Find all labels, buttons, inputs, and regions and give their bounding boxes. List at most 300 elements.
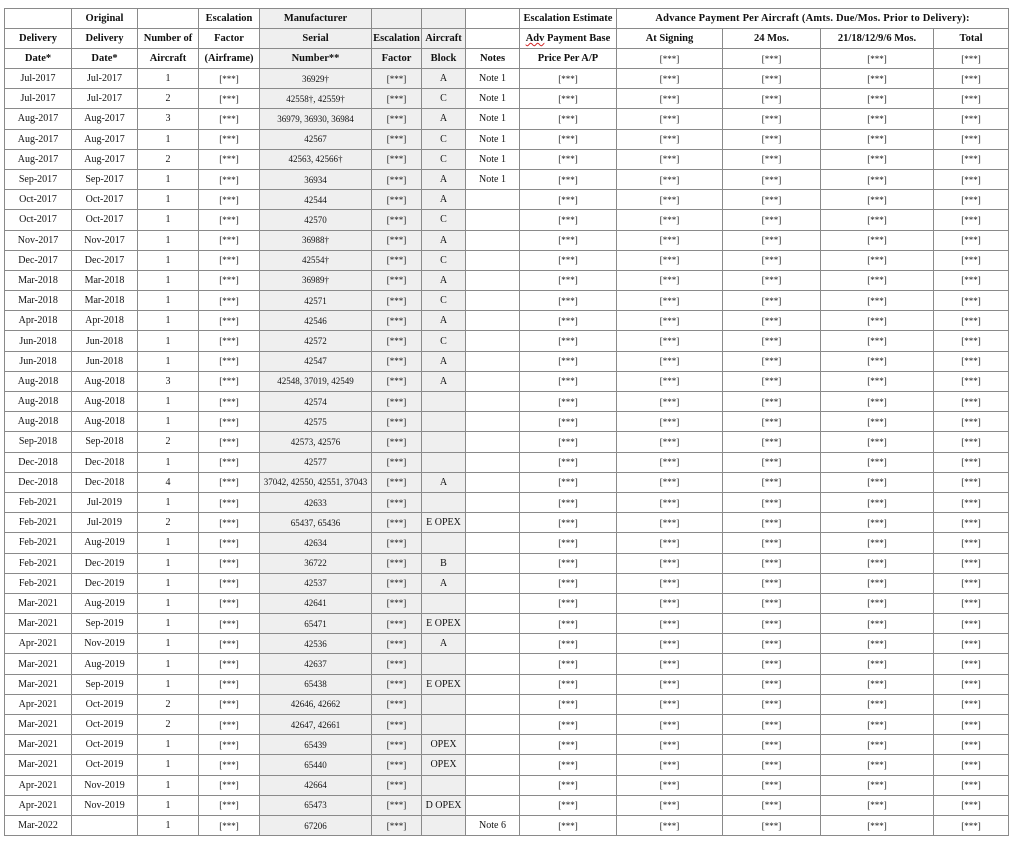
table-row <box>5 735 1009 755</box>
header-escalation-estimate: Escalation Estimate <box>520 9 617 29</box>
cell-at-signing: [***] <box>617 513 723 533</box>
cell-original-delivery-date: Apr-2018 <box>72 311 138 331</box>
header-aircraft: Aircraft <box>422 29 466 49</box>
cell-number-of-aircraft: 1 <box>138 210 199 230</box>
table-row <box>5 472 1009 492</box>
cell-notes <box>466 795 520 815</box>
table-body <box>5 69 1009 836</box>
cell-at-signing: [***] <box>617 533 723 553</box>
cell-21-18-12-9-6-mos: [***] <box>821 169 934 189</box>
cell-at-signing: [***] <box>617 169 723 189</box>
cell-at-signing: [***] <box>617 311 723 331</box>
cell-delivery-date: Jul-2017 <box>5 69 72 89</box>
cell-adv-payment-base-price: [***] <box>520 210 617 230</box>
cell-escalation-factor-airframe: [***] <box>199 149 260 169</box>
cell-escalation-factor: [***] <box>372 553 422 573</box>
cell-24-mos: [***] <box>723 230 821 250</box>
cell-aircraft-block: A <box>422 190 466 210</box>
cell-number-of-aircraft: 1 <box>138 351 199 371</box>
cell-escalation-factor: [***] <box>372 311 422 331</box>
header-block: Block <box>422 49 466 69</box>
cell-total: [***] <box>934 371 1009 391</box>
cell-total: [***] <box>934 795 1009 815</box>
header-notes: Notes <box>466 49 520 69</box>
cell-notes <box>466 371 520 391</box>
cell-total: [***] <box>934 89 1009 109</box>
cell-serial-number: 65473 <box>260 795 372 815</box>
cell-serial-number: 65437, 65436 <box>260 513 372 533</box>
table-row <box>5 573 1009 593</box>
cell-number-of-aircraft: 3 <box>138 371 199 391</box>
cell-21-18-12-9-6-mos: [***] <box>821 634 934 654</box>
cell-escalation-factor-airframe: [***] <box>199 715 260 735</box>
cell-escalation-factor: [***] <box>372 815 422 835</box>
cell-serial-number: 42554† <box>260 250 372 270</box>
cell-adv-payment-base-price: [***] <box>520 230 617 250</box>
cell-escalation-factor-airframe: [***] <box>199 634 260 654</box>
cell-number-of-aircraft: 2 <box>138 694 199 714</box>
cell-number-of-aircraft: 1 <box>138 230 199 250</box>
cell-delivery-date: Jun-2018 <box>5 331 72 351</box>
cell-adv-payment-base-price: [***] <box>520 69 617 89</box>
cell-21-18-12-9-6-mos: [***] <box>821 755 934 775</box>
cell-adv-payment-base-price: [***] <box>520 815 617 835</box>
delivery-schedule-table <box>4 8 1009 836</box>
cell-24-mos: [***] <box>723 593 821 613</box>
cell-notes: Note 6 <box>466 815 520 835</box>
cell-21-18-12-9-6-mos: [***] <box>821 815 934 835</box>
cell-at-signing: [***] <box>617 735 723 755</box>
cell-24-mos: [***] <box>723 694 821 714</box>
header-21-mos-value: [***] <box>821 49 934 69</box>
cell-serial-number: 42544 <box>260 190 372 210</box>
cell-escalation-factor-airframe: [***] <box>199 755 260 775</box>
cell-aircraft-block: A <box>422 573 466 593</box>
cell-at-signing: [***] <box>617 190 723 210</box>
cell-delivery-date: Mar-2021 <box>5 674 72 694</box>
cell-escalation-factor: [***] <box>372 69 422 89</box>
cell-24-mos: [***] <box>723 69 821 89</box>
cell-escalation-factor-airframe: [***] <box>199 392 260 412</box>
cell-delivery-date: Jun-2018 <box>5 351 72 371</box>
cell-total: [***] <box>934 533 1009 553</box>
cell-at-signing: [***] <box>617 593 723 613</box>
cell-at-signing: [***] <box>617 270 723 290</box>
cell-escalation-factor: [***] <box>372 412 422 432</box>
cell-serial-number: 36988† <box>260 230 372 250</box>
table-row <box>5 412 1009 432</box>
cell-escalation-factor: [***] <box>372 715 422 735</box>
cell-total: [***] <box>934 129 1009 149</box>
cell-21-18-12-9-6-mos: [***] <box>821 795 934 815</box>
cell-notes <box>466 472 520 492</box>
cell-original-delivery-date: Oct-2019 <box>72 755 138 775</box>
cell-escalation-factor: [***] <box>372 452 422 472</box>
header-number: Number** <box>260 49 372 69</box>
table-row <box>5 593 1009 613</box>
cell-24-mos: [***] <box>723 109 821 129</box>
cell-adv-payment-base-price: [***] <box>520 311 617 331</box>
cell-24-mos: [***] <box>723 210 821 230</box>
cell-total: [***] <box>934 190 1009 210</box>
cell-delivery-date: Mar-2021 <box>5 654 72 674</box>
table-row <box>5 291 1009 311</box>
cell-number-of-aircraft: 2 <box>138 715 199 735</box>
cell-24-mos: [***] <box>723 452 821 472</box>
cell-delivery-date: Mar-2022 <box>5 815 72 835</box>
cell-original-delivery-date: Aug-2018 <box>72 371 138 391</box>
cell-original-delivery-date: Nov-2019 <box>72 795 138 815</box>
cell-aircraft-block: A <box>422 230 466 250</box>
cell-adv-payment-base-price: [***] <box>520 513 617 533</box>
cell-serial-number: 42577 <box>260 452 372 472</box>
cell-21-18-12-9-6-mos: [***] <box>821 351 934 371</box>
cell-adv-payment-base-price: [***] <box>520 573 617 593</box>
cell-at-signing: [***] <box>617 331 723 351</box>
cell-notes <box>466 392 520 412</box>
cell-24-mos: [***] <box>723 89 821 109</box>
cell-adv-payment-base-price: [***] <box>520 755 617 775</box>
cell-delivery-date: Mar-2018 <box>5 270 72 290</box>
cell-serial-number: 42574 <box>260 392 372 412</box>
cell-serial-number: 42537 <box>260 573 372 593</box>
cell-total: [***] <box>934 331 1009 351</box>
cell-total: [***] <box>934 513 1009 533</box>
cell-notes <box>466 412 520 432</box>
cell-21-18-12-9-6-mos: [***] <box>821 210 934 230</box>
cell-notes <box>466 654 520 674</box>
cell-number-of-aircraft: 1 <box>138 392 199 412</box>
table-row <box>5 553 1009 573</box>
table-row <box>5 715 1009 735</box>
cell-notes <box>466 230 520 250</box>
cell-adv-payment-base-price: [***] <box>520 492 617 512</box>
cell-delivery-date: Feb-2021 <box>5 513 72 533</box>
table-row <box>5 351 1009 371</box>
header-empty-notes-2 <box>466 29 520 49</box>
cell-escalation-factor-airframe: [***] <box>199 270 260 290</box>
cell-serial-number: 36722 <box>260 553 372 573</box>
cell-escalation-factor: [***] <box>372 351 422 371</box>
cell-notes <box>466 190 520 210</box>
header-original: Original <box>72 9 138 29</box>
cell-original-delivery-date: Jul-2019 <box>72 513 138 533</box>
cell-serial-number: 42637 <box>260 654 372 674</box>
cell-serial-number: 42641 <box>260 593 372 613</box>
cell-escalation-factor: [***] <box>372 291 422 311</box>
cell-original-delivery-date: Oct-2017 <box>72 210 138 230</box>
cell-serial-number: 42548, 37019, 42549 <box>260 371 372 391</box>
cell-original-delivery-date: Aug-2019 <box>72 654 138 674</box>
header-original-date: Date* <box>72 49 138 69</box>
cell-number-of-aircraft: 2 <box>138 432 199 452</box>
header-row-3 <box>5 49 1009 69</box>
cell-24-mos: [***] <box>723 755 821 775</box>
cell-serial-number: 65438 <box>260 674 372 694</box>
table-row <box>5 190 1009 210</box>
cell-serial-number: 65440 <box>260 755 372 775</box>
header-empty-notes <box>466 9 520 29</box>
cell-escalation-factor: [***] <box>372 432 422 452</box>
cell-escalation-factor: [***] <box>372 331 422 351</box>
cell-aircraft-block <box>422 593 466 613</box>
table-header <box>5 9 1009 69</box>
cell-21-18-12-9-6-mos: [***] <box>821 573 934 593</box>
cell-21-18-12-9-6-mos: [***] <box>821 715 934 735</box>
cell-total: [***] <box>934 412 1009 432</box>
cell-at-signing: [***] <box>617 492 723 512</box>
cell-at-signing: [***] <box>617 432 723 452</box>
cell-escalation-factor-airframe: [***] <box>199 513 260 533</box>
cell-escalation-factor-airframe: [***] <box>199 472 260 492</box>
cell-aircraft-block: A <box>422 169 466 189</box>
cell-serial-number: 42633 <box>260 492 372 512</box>
cell-escalation-factor: [***] <box>372 614 422 634</box>
cell-escalation-factor: [***] <box>372 755 422 775</box>
cell-escalation-factor-airframe: [***] <box>199 694 260 714</box>
cell-serial-number: 42563, 42566† <box>260 149 372 169</box>
cell-aircraft-block <box>422 533 466 553</box>
cell-at-signing: [***] <box>617 775 723 795</box>
header-date: Date* <box>5 49 72 69</box>
cell-aircraft-block: A <box>422 351 466 371</box>
cell-original-delivery-date: Sep-2018 <box>72 432 138 452</box>
cell-serial-number: 42547 <box>260 351 372 371</box>
cell-24-mos: [***] <box>723 190 821 210</box>
cell-21-18-12-9-6-mos: [***] <box>821 190 934 210</box>
table-row <box>5 452 1009 472</box>
cell-delivery-date: Feb-2021 <box>5 492 72 512</box>
table-row <box>5 815 1009 835</box>
cell-24-mos: [***] <box>723 392 821 412</box>
cell-delivery-date: Mar-2021 <box>5 715 72 735</box>
table-row <box>5 674 1009 694</box>
cell-escalation-factor: [***] <box>372 674 422 694</box>
cell-total: [***] <box>934 614 1009 634</box>
cell-serial-number: 42575 <box>260 412 372 432</box>
cell-delivery-date: Nov-2017 <box>5 230 72 250</box>
table-row <box>5 775 1009 795</box>
cell-escalation-factor-airframe: [***] <box>199 654 260 674</box>
cell-notes: Note 1 <box>466 149 520 169</box>
cell-21-18-12-9-6-mos: [***] <box>821 291 934 311</box>
header-airframe: (Airframe) <box>199 49 260 69</box>
cell-adv-payment-base-price: [***] <box>520 291 617 311</box>
cell-total: [***] <box>934 775 1009 795</box>
cell-escalation-factor: [***] <box>372 230 422 250</box>
cell-notes <box>466 674 520 694</box>
cell-adv-payment-base-price: [***] <box>520 614 617 634</box>
cell-number-of-aircraft: 3 <box>138 109 199 129</box>
cell-number-of-aircraft: 1 <box>138 654 199 674</box>
cell-total: [***] <box>934 573 1009 593</box>
cell-at-signing: [***] <box>617 129 723 149</box>
cell-delivery-date: Dec-2017 <box>5 250 72 270</box>
cell-original-delivery-date: Aug-2017 <box>72 149 138 169</box>
cell-escalation-factor-airframe: [***] <box>199 674 260 694</box>
table-row <box>5 694 1009 714</box>
cell-adv-payment-base-price: [***] <box>520 593 617 613</box>
cell-aircraft-block <box>422 412 466 432</box>
cell-serial-number: 65439 <box>260 735 372 755</box>
cell-21-18-12-9-6-mos: [***] <box>821 593 934 613</box>
cell-number-of-aircraft: 1 <box>138 452 199 472</box>
cell-delivery-date: Apr-2021 <box>5 775 72 795</box>
cell-original-delivery-date: Dec-2019 <box>72 553 138 573</box>
header-adv-rest: Payment Base <box>544 33 611 44</box>
cell-delivery-date: Apr-2021 <box>5 694 72 714</box>
cell-24-mos: [***] <box>723 291 821 311</box>
cell-escalation-factor: [***] <box>372 513 422 533</box>
cell-delivery-date: Aug-2018 <box>5 371 72 391</box>
cell-escalation-factor-airframe: [***] <box>199 190 260 210</box>
cell-aircraft-block: E OPEX <box>422 674 466 694</box>
cell-notes <box>466 331 520 351</box>
cell-number-of-aircraft: 1 <box>138 250 199 270</box>
cell-24-mos: [***] <box>723 371 821 391</box>
cell-original-delivery-date: Sep-2019 <box>72 674 138 694</box>
cell-escalation-factor-airframe: [***] <box>199 452 260 472</box>
cell-total: [***] <box>934 715 1009 735</box>
cell-escalation-factor: [***] <box>372 109 422 129</box>
cell-aircraft-block: B <box>422 553 466 573</box>
cell-total: [***] <box>934 694 1009 714</box>
cell-escalation-factor: [***] <box>372 694 422 714</box>
cell-delivery-date: Dec-2018 <box>5 472 72 492</box>
table-row <box>5 250 1009 270</box>
table-row <box>5 634 1009 654</box>
cell-21-18-12-9-6-mos: [***] <box>821 553 934 573</box>
cell-adv-payment-base-price: [***] <box>520 472 617 492</box>
cell-delivery-date: Sep-2017 <box>5 169 72 189</box>
cell-aircraft-block <box>422 715 466 735</box>
cell-serial-number: 36979, 36930, 36984 <box>260 109 372 129</box>
cell-notes <box>466 735 520 755</box>
cell-at-signing: [***] <box>617 634 723 654</box>
cell-delivery-date: Aug-2017 <box>5 129 72 149</box>
cell-number-of-aircraft: 1 <box>138 674 199 694</box>
table-row <box>5 331 1009 351</box>
header-empty-block <box>422 9 466 29</box>
cell-24-mos: [***] <box>723 674 821 694</box>
cell-serial-number: 36934 <box>260 169 372 189</box>
cell-total: [***] <box>934 674 1009 694</box>
cell-escalation-factor: [***] <box>372 190 422 210</box>
cell-24-mos: [***] <box>723 169 821 189</box>
cell-original-delivery-date: Aug-2017 <box>72 109 138 129</box>
cell-number-of-aircraft: 1 <box>138 311 199 331</box>
cell-total: [***] <box>934 553 1009 573</box>
cell-number-of-aircraft: 1 <box>138 795 199 815</box>
cell-serial-number: 42570 <box>260 210 372 230</box>
cell-24-mos: [***] <box>723 331 821 351</box>
cell-at-signing: [***] <box>617 69 723 89</box>
cell-at-signing: [***] <box>617 553 723 573</box>
cell-total: [***] <box>934 634 1009 654</box>
cell-serial-number: 42634 <box>260 533 372 553</box>
cell-serial-number: 42567 <box>260 129 372 149</box>
cell-original-delivery-date: Jul-2017 <box>72 69 138 89</box>
cell-notes <box>466 351 520 371</box>
cell-serial-number: 42573, 42576 <box>260 432 372 452</box>
cell-escalation-factor-airframe: [***] <box>199 775 260 795</box>
cell-aircraft-block: C <box>422 331 466 351</box>
cell-original-delivery-date: Sep-2019 <box>72 614 138 634</box>
cell-original-delivery-date: Oct-2019 <box>72 715 138 735</box>
header-total-value: [***] <box>934 49 1009 69</box>
cell-at-signing: [***] <box>617 815 723 835</box>
cell-escalation-factor: [***] <box>372 775 422 795</box>
header-factor: Factor <box>199 29 260 49</box>
cell-24-mos: [***] <box>723 513 821 533</box>
cell-24-mos: [***] <box>723 270 821 290</box>
cell-21-18-12-9-6-mos: [***] <box>821 614 934 634</box>
cell-serial-number: 42546 <box>260 311 372 331</box>
header-24-mos: 24 Mos. <box>723 29 821 49</box>
cell-21-18-12-9-6-mos: [***] <box>821 371 934 391</box>
cell-delivery-date: Sep-2018 <box>5 432 72 452</box>
cell-notes: Note 1 <box>466 89 520 109</box>
cell-21-18-12-9-6-mos: [***] <box>821 69 934 89</box>
cell-number-of-aircraft: 1 <box>138 735 199 755</box>
cell-21-18-12-9-6-mos: [***] <box>821 472 934 492</box>
cell-escalation-factor-airframe: [***] <box>199 210 260 230</box>
cell-notes <box>466 210 520 230</box>
cell-total: [***] <box>934 311 1009 331</box>
table-row <box>5 109 1009 129</box>
cell-aircraft-block <box>422 775 466 795</box>
cell-aircraft-block <box>422 392 466 412</box>
cell-notes <box>466 715 520 735</box>
cell-number-of-aircraft: 1 <box>138 412 199 432</box>
cell-notes <box>466 311 520 331</box>
cell-21-18-12-9-6-mos: [***] <box>821 149 934 169</box>
cell-escalation-factor: [***] <box>372 634 422 654</box>
header-empty-count <box>138 9 199 29</box>
cell-escalation-factor: [***] <box>372 654 422 674</box>
table-row <box>5 89 1009 109</box>
cell-24-mos: [***] <box>723 553 821 573</box>
table-row <box>5 533 1009 553</box>
header-escalation: Escalation <box>199 9 260 29</box>
cell-adv-payment-base-price: [***] <box>520 452 617 472</box>
cell-at-signing: [***] <box>617 755 723 775</box>
cell-original-delivery-date: Aug-2019 <box>72 593 138 613</box>
cell-original-delivery-date: Nov-2019 <box>72 634 138 654</box>
cell-original-delivery-date: Nov-2017 <box>72 230 138 250</box>
cell-total: [***] <box>934 432 1009 452</box>
cell-escalation-factor-airframe: [***] <box>199 795 260 815</box>
cell-number-of-aircraft: 1 <box>138 129 199 149</box>
cell-escalation-factor-airframe: [***] <box>199 129 260 149</box>
cell-notes <box>466 492 520 512</box>
cell-adv-payment-base-price: [***] <box>520 351 617 371</box>
cell-number-of-aircraft: 1 <box>138 755 199 775</box>
cell-notes <box>466 775 520 795</box>
header-advance-payment: Advance Payment Per Aircraft (Amts. Due/Mos. Prior to Delivery): <box>617 9 1009 29</box>
cell-total: [***] <box>934 735 1009 755</box>
cell-at-signing: [***] <box>617 654 723 674</box>
cell-delivery-date: Dec-2018 <box>5 452 72 472</box>
cell-escalation-factor-airframe: [***] <box>199 815 260 835</box>
table-row <box>5 210 1009 230</box>
cell-21-18-12-9-6-mos: [***] <box>821 109 934 129</box>
cell-escalation-factor: [***] <box>372 472 422 492</box>
cell-original-delivery-date: Aug-2018 <box>72 392 138 412</box>
table-row <box>5 755 1009 775</box>
cell-21-18-12-9-6-mos: [***] <box>821 775 934 795</box>
cell-adv-payment-base-price: [***] <box>520 412 617 432</box>
